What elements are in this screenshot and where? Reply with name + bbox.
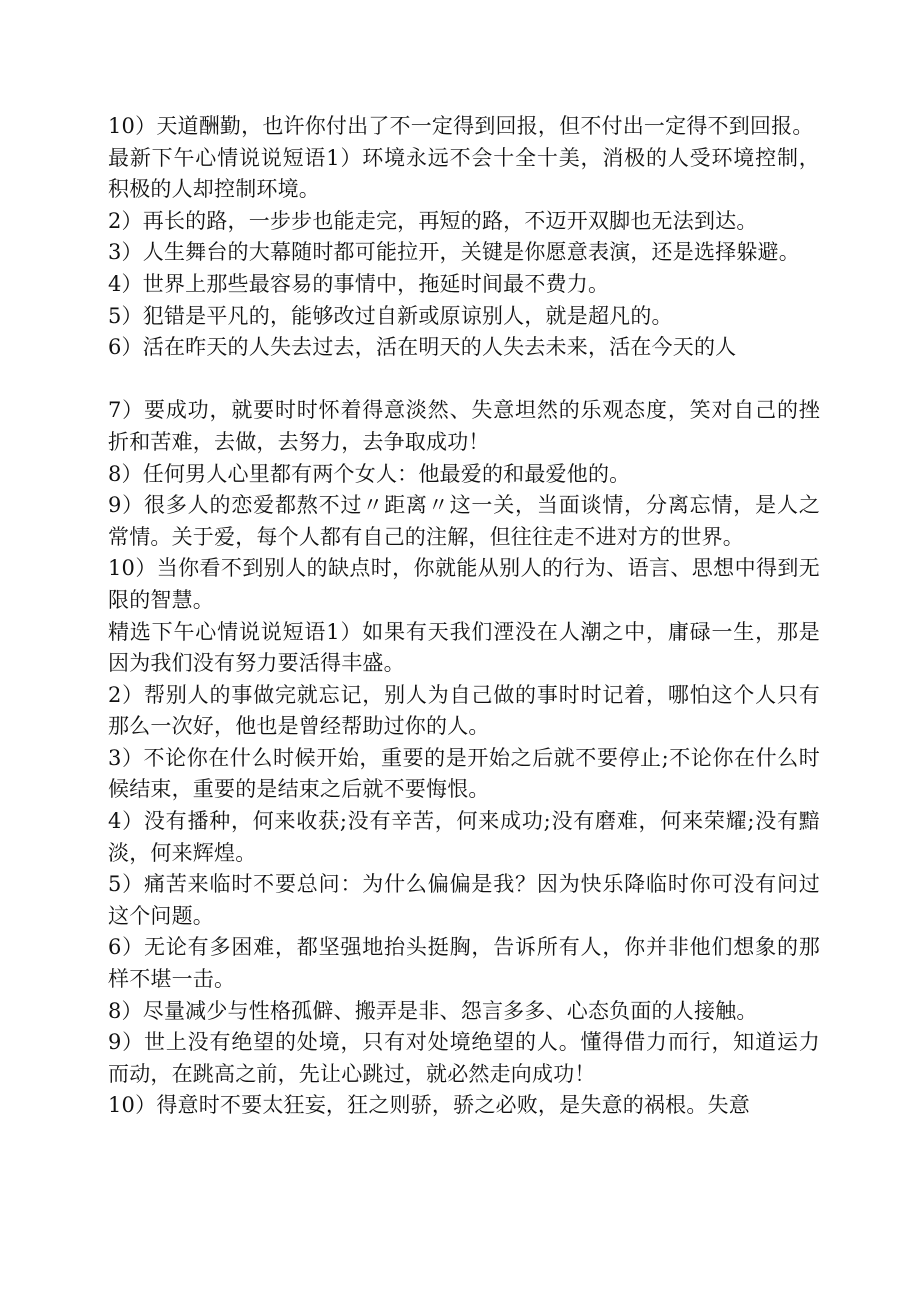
paragraph: 9）很多人的恋爱都熬不过〃距离〃这一关，当面谈情，分离忘情，是人之常情。关于爱，每个人都有自己的注解，但往往走不进对方的世界。 <box>108 493 820 549</box>
paragraph: 5）痛苦来临时不要总问：为什么偏偏是我？因为快乐降临时你可没有问过这个问题。 <box>108 872 820 928</box>
paragraph: 最新下午心情说说短语1）环境永远不会十全十美，消极的人受环境控制，积极的人却控制环境。 <box>108 145 820 202</box>
document-body <box>108 111 820 1122</box>
paragraph: 9）世上没有绝望的处境，只有对处境绝望的人。懂得借力而行，知道运力而动，在跳高之前，先让心跳过，就必然走向成功！ <box>108 1030 820 1086</box>
paragraph: 10）当你看不到别人的缺点时，你就能从别人的行为、语言、思想中得到无限的智慧。 <box>108 556 820 612</box>
paragraph: 精选下午心情说说短语1）如果有天我们湮没在人潮之中，庸碌一生，那是因为我们没有努力要活得丰盛。 <box>108 619 820 676</box>
paragraph: 3）人生舞台的大幕随时都可能拉开，关键是你愿意表演，还是选择躲避。 <box>108 240 800 265</box>
paragraph: 3）不论你在什么时候开始，重要的是开始之后就不要停止;不论你在什么时候结束，重要的是结束之后就不要悔恨。 <box>108 745 820 802</box>
paragraph: 4）没有播种，何来收获;没有辛苦，何来成功;没有磨难，何来荣耀;没有黯淡，何来辉煌。 <box>108 809 820 865</box>
paragraph: 5）犯错是平凡的，能够改过自新或原谅别人，就是超凡的。 <box>108 303 673 328</box>
paragraph: 6）活在昨天的人失去过去，活在明天的人失去未来，活在今天的人 <box>108 335 737 360</box>
paragraph: 8）尽量减少与性格孤僻、搬弄是非、怨言多多、心态负面的人接触。 <box>108 998 758 1023</box>
paragraph: 7）要成功，就要时时怀着得意淡然、失意坦然的乐观态度，笑对自己的挫折和苦难，去做，去努力，去争取成功！ <box>108 398 820 454</box>
paragraph: 2）帮别人的事做完就忘记，别人为自己做的事时时记着，哪怕这个人只有那么一次好，他也是曾经帮助过你的人。 <box>108 682 820 739</box>
blank-line <box>108 364 820 396</box>
paragraph: 6）无论有多困难，都坚强地抬头挺胸，告诉所有人，你并非他们想象的那样不堪一击。 <box>108 935 820 992</box>
paragraph: 2）再长的路，一步步也能走完，再短的路，不迈开双脚也无法到达。 <box>108 208 758 233</box>
paragraph: 8）任何男人心里都有两个女人：他最爱的和最爱他的。 <box>108 461 631 486</box>
paragraph: 10）天道酬勤，也许你付出了不一定得到回报，但不付出一定得不到回报。 <box>108 114 814 138</box>
paragraph: 10）得意时不要太狂妄，狂之则骄，骄之必败，是失意的祸根。失意 <box>108 1093 750 1118</box>
paragraph: 4）世界上那些最容易的事情中，拖延时间最不费力。 <box>108 271 610 296</box>
